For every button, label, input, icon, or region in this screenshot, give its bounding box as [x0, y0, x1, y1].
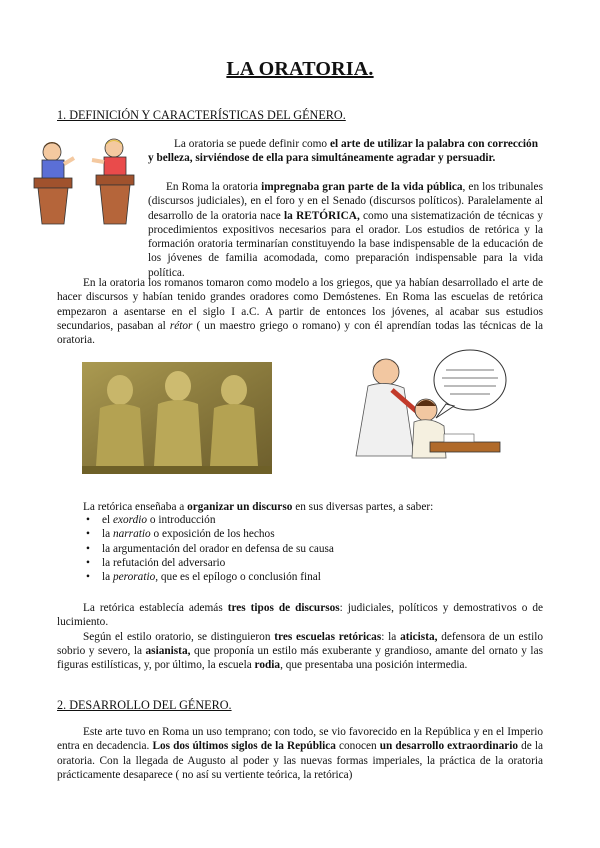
paragraph-retorica-ensenaba: La retórica enseñaba a organizar un discurso en sus diversas partes, a saber:: [83, 501, 434, 513]
list-item: • la narratio o exposición de los hechos: [86, 527, 334, 541]
paragraph-desarrollo: Este arte tuvo en Roma un uso temprano; con todo, se vio favorecido en la República y en el Imperio entra en decadencia. Los dos últimos siglos de la República conocen un desarrollo extraordinario de la oratoria. Con la llegada de Augusto al poder y las nuevas formas imperiales, la práctica de la oratoria prácticamente desaparece ( no así su vertiente teórica, la retórica): [57, 726, 544, 781]
section-2-heading: 2. DESARROLLO DEL GÉNERO.: [57, 698, 232, 712]
list-item: • la argumentación del orador en defensa de su causa: [86, 542, 334, 556]
list-item: • el exordio o introducción: [86, 513, 334, 527]
page-title: LA ORATORIA.: [226, 58, 374, 80]
roman-relief-image: [82, 362, 272, 474]
discourse-parts-list: [86, 513, 334, 584]
paragraph-tipos-discursos: La retórica establecía además tres tipos de discursos: judiciales, políticos y demostrativos o de lucimiento. Según el estilo oratorio, se distinguieron tres escuelas retóricas: la aticista, defensora de un estilo sobrio y severo, la asianista, que proponía un estilo más exuberante y grandioso, amante del ornato y las figuras estilísticas, y, por último, la escuela rodia, que presentaba una posición intermedia.: [57, 602, 543, 672]
paragraph-definition: La oratoria se puede definir como el arte de utilizar la palabra con corrección y belleza, sirviéndose de ella para simultáneamente agradar y persuadir.: [148, 138, 538, 165]
paragraph-griegos: En la oratoria los romanos tomaron como modelo a los griegos, que ya habían desarrollado el arte de hacer discursos y habían tenido grandes oradores como Demóstenes. En Roma las escuelas de retórica empezaron a asentarse en el siglo I a.C. A partir de entonces los jóvenes, al acabar sus estudios secundarios, pasaban al rétor ( un maestro griego o romano) y con él aprendían todas las técnicas de la oratoria.: [57, 277, 543, 347]
paragraph-roma: En Roma la oratoria impregnaba gran parte de la vida pública, en los tribunales (discursos judiciales), en el foro y en el Senado (discursos políticos). Paralelamente al desarrollo de la oratoria nace la RETÓRICA, como una sistematización de técnicas y procedimientos expositivos necesarios para el orador. Los estudios de retórica y la formación oratoria terminarían constituyendo la base indispensable de la educación de los jóvenes de familia acomodada, como preparación indispensable para la vida política.: [148, 181, 543, 279]
list-item: • la refutación del adversario: [86, 556, 334, 570]
section-1-heading: 1. DEFINICIÓN Y CARACTERÍSTICAS DEL GÉNERO.: [57, 108, 346, 122]
teacher-student-cartoon-image: [322, 346, 514, 472]
list-item: • la peroratio, que es el epílogo o conclusión final: [86, 570, 334, 584]
